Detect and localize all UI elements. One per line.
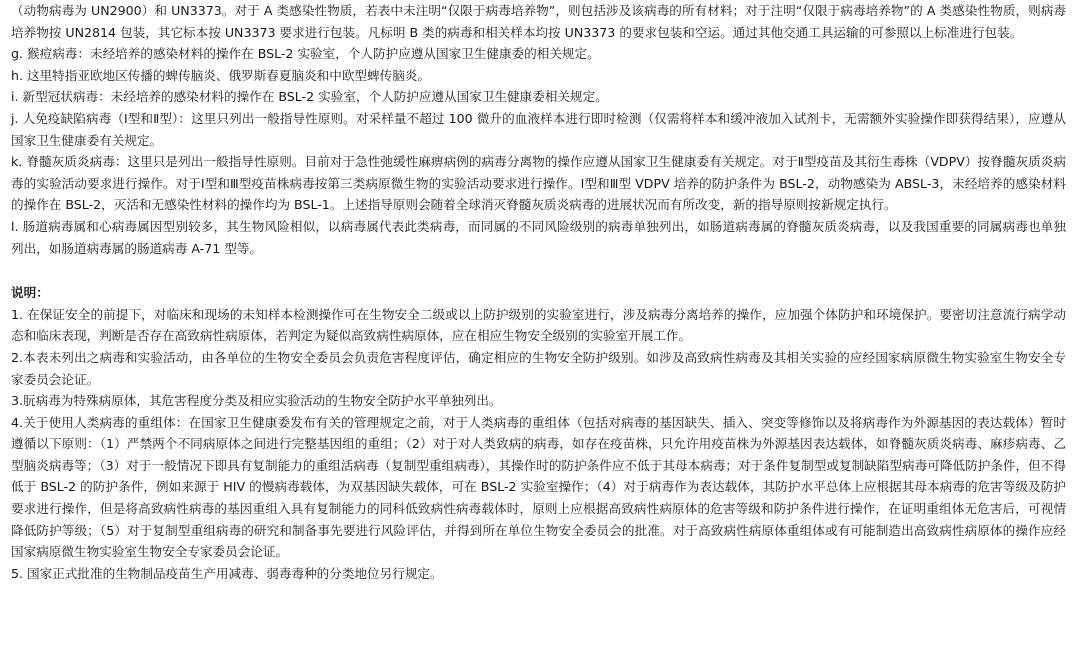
note-2: 2.本表未列出之病毒和实验活动，由各单位的生物安全委员会负责危害程度评估，确定相应的生物安全防护级别。如涉及高致病性病毒及其相关实验的应经国家病原微生物实验室生物安全专家委员会论证。 — [11, 349, 1066, 387]
notes-heading: 说明： — [11, 285, 49, 301]
section-gap — [11, 259, 1066, 282]
footnote-h: h. 这里特指亚欧地区传播的蜱传脑炎、俄罗斯春夏脑炎和中欧型蜱传脑炎。 — [11, 67, 430, 83]
note-5: 5. 国家正式批准的生物制品疫苗生产用减毒、弱毒毒种的分类地位另行规定。 — [11, 565, 443, 581]
note-1: 1. 在保证安全的前提下，对临床和现场的未知样本检测操作可在生物安全二级或以上防护级别的实验室进行，涉及病毒分离培养的操作，应加强个体防护和环境保护。要密切注意流行病学动态和临床表现，判断是否存在高致病性病原体，若判定为疑似高致病性病原体，应在相应生物安全级别的实验室开展工作。 — [11, 306, 1066, 344]
footnote-j: j. 人免疫缺陷病毒（Ⅰ型和Ⅱ型）：这里只列出一般指导性原则。对采样量不超过 100 微升的血液样本进行即时检测（仅需将样本和缓冲液加入试剂卡，无需额外实验操作即获得结果），应遵从国家卫生健康委有关规定。 — [11, 110, 1066, 148]
note-3: 3.朊病毒为特殊病原体，其危害程度分类及相应实验活动的生物安全防护水平单独列出。 — [11, 393, 502, 409]
footnote-g: g. 猴痘病毒：未经培养的感染材料的操作在 BSL-2 实验室，个人防护应遵从国家卫生健康委的相关规定。 — [11, 46, 600, 62]
footnote-i: i. 新型冠状病毒：未经培养的感染材料的操作在 BSL-2 实验室，个人防护应遵从国家卫生健康委相关规定。 — [11, 89, 608, 105]
footnote-k: k. 脊髓灰质炎病毒：这里只是列出一般指导性原则。目前对于急性弛缓性麻痹病例的病毒分离物的操作应遵从国家卫生健康委有关规定。对于Ⅱ型疫苗及其衍生毒株（VDPV）按脊髓灰质炎病毒的实验活动要求进行操作。对于Ⅰ型和Ⅲ型疫苗株病毒按第三类病原微生物的实验活动要求进行操作。Ⅰ型和Ⅲ型 VDPV 培养的防护条件为 BSL-2，动物感染为 ABSL-3，未经培养的感染材料的操作在 BSL-2，灭活和无感染性材料的操作均为 BSL-1。上述指导原则会随着全球消灭脊髓灰质炎病毒的进展状况而有所改变，新的指导原则按新规定执行。 — [11, 154, 1066, 213]
note-4: 4.关于使用人类病毒的重组体：在国家卫生健康委发布有关的管理规定之前，对于人类病毒的重组体（包括对病毒的基因缺失、插入、突变等修饰以及将病毒作为外源基因的表达载体）暂时遵循以下原则：（1）严禁两个不同病原体之间进行完整基因组的重组；（2）对于对人类致病的病毒，如存在疫苗株，只允许用疫苗株为外源基因表达载体，如脊髓灰质炎病毒、麻疹病毒、乙型脑炎病毒等；（3）对于一般情况下即具有复制能力的重组活病毒（复制型重组病毒），其操作时的防护条件应不低于其母本病毒；对于条件复制型或复制缺陷型病毒可降低防护条件，但不得低于 BSL-2 的防护条件，例如来源于 HIV 的慢病毒载体，为双基因缺失载体，可在 BSL-2 实验室操作；（4）对于病毒作为表达载体，其防护水平总体上应根据其母本病毒的危害等级及防护要求进行操作，但是将高致病性病毒的基因重组入具有复制能力的同科低致病性病毒载体时，原则上应根据高致病性病原体的危害等级和防护条件进行操作，在证明重组体无危害后，可视情降低防护等级；（5）对于复制型重组病毒的研究和制备事先要进行风险评估，并得到所在单位生物安全委员会的批准。对于高致病性病原体重组体或有可能制造出高致病性病原体的操作应经国家病原微生物实验室生物安全专家委员会论证。 — [11, 414, 1066, 560]
footnote-l: l. 肠道病毒属和心病毒属因型别较多，其生物风险相似，以病毒属代表此类病毒，而同属的不同风险级别的病毒单独列出，如肠道病毒属的脊髓灰质炎病毒，以及我国重要的同属病毒也单独列出，如肠道病毒属的肠道病毒 A-71 型等。 — [11, 218, 1066, 256]
transport-packaging-paragraph: （动物病毒为 UN2900）和 UN3373。对于 A 类感染性物质，若表中未注明“仅限于病毒培养物”，则包括涉及该病毒的所有材料；对于注明“仅限于病毒培养物”的 A 类感染性物质，则病毒培养物按 UN2814 包装，其它标本按 UN3373 要求进行包装。凡标明 B 类的病毒和相关样本均按 UN3373 的要求包装和空运。通过其他交通工具运输的可参照以上标准进行包装。 — [11, 3, 1066, 40]
